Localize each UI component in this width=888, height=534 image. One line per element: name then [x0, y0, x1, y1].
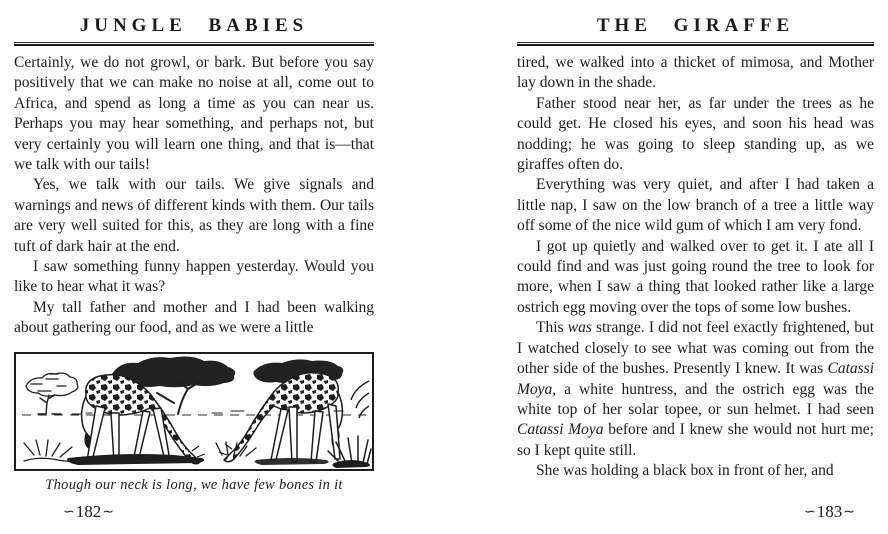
folio-ornament-left-icon: ∽	[804, 504, 816, 520]
right-page	[517, 0, 874, 534]
right-header-rule	[517, 42, 874, 46]
folio-number: 182	[75, 502, 102, 521]
illustration-caption: Though our neck is long, we have few bones in it	[45, 477, 343, 493]
paragraph: Father stood near her, as far under the trees as he could get. He closed his eyes, and soon his head was nodding; he was going to sleep standing up, as we giraffes often do.	[517, 94, 874, 174]
folio-ornament-left-icon: ∽	[63, 504, 75, 520]
right-page-number	[803, 502, 856, 522]
left-page	[14, 0, 374, 534]
folio-ornament-right-icon: ∼	[843, 504, 855, 520]
giraffes-drawing	[16, 354, 372, 469]
paragraph: This was strange. I did not feel exactly frightened, but I watched closely to see what was coming out from the other side of the bushes. Presently I knew. It was Catassi Moya, a white huntress, and the ostrich egg was the white top of her solar topee, or sun helmet. I had seen Catassi Moya before and I knew she would not hurt me; so I kept quite still.	[517, 319, 874, 459]
paragraph: I saw something funny happen yesterday. Would you like to hear what it was?	[14, 258, 374, 296]
left-header-rule	[14, 42, 374, 46]
paragraph: My tall father and mother and I had been walking about gathering our food, and as we were a little	[14, 298, 374, 337]
folio-number: 183	[816, 502, 843, 521]
paragraph: I got up quietly and walked over to get it. I ate all I could find and was just going round the tree to look for more, when I saw a thing that looked rather like a large ostrich egg moving over the tops of some low bushes.	[517, 237, 874, 316]
acacia-tree-small	[26, 373, 78, 414]
artist-signature: OH	[350, 460, 361, 468]
left-running-head: JUNGLE BABIES	[79, 15, 309, 36]
giraffes-illustration	[14, 352, 374, 471]
paragraph: She was holding a black box in front of her, and	[536, 462, 834, 480]
right-giraffe	[219, 373, 342, 462]
paragraph: Everything was very quiet, and after I had taken a little nap, I saw on the low branch of a tree a little way off some of the nice wild gum of which I am very fond.	[517, 176, 874, 235]
left-page-number	[62, 502, 115, 522]
paragraph: Certainly, we do not growl, or bark. But before you say positively that we can make no noise at all, come out to Africa, and spend as long a time as you can near us. Perhaps you may hear something, and perhaps not, but very certainly you will learn one thing, and that is—that we talk with our tails!	[14, 54, 374, 174]
paragraph: Yes, we talk with our tails. We give signals and warnings and news of different kinds with them. Our tails are very well suited for this, as they are long with a fine tuft of dark hair at the end.	[14, 176, 374, 255]
right-running-head: THE GIRAFFE	[596, 15, 795, 36]
right-body-text	[517, 53, 874, 482]
left-body-text	[14, 53, 374, 339]
folio-ornament-right-icon: ∼	[102, 504, 114, 520]
paragraph: tired, we walked into a thicket of mimosa, and Mother lay down in the shade.	[517, 54, 874, 92]
